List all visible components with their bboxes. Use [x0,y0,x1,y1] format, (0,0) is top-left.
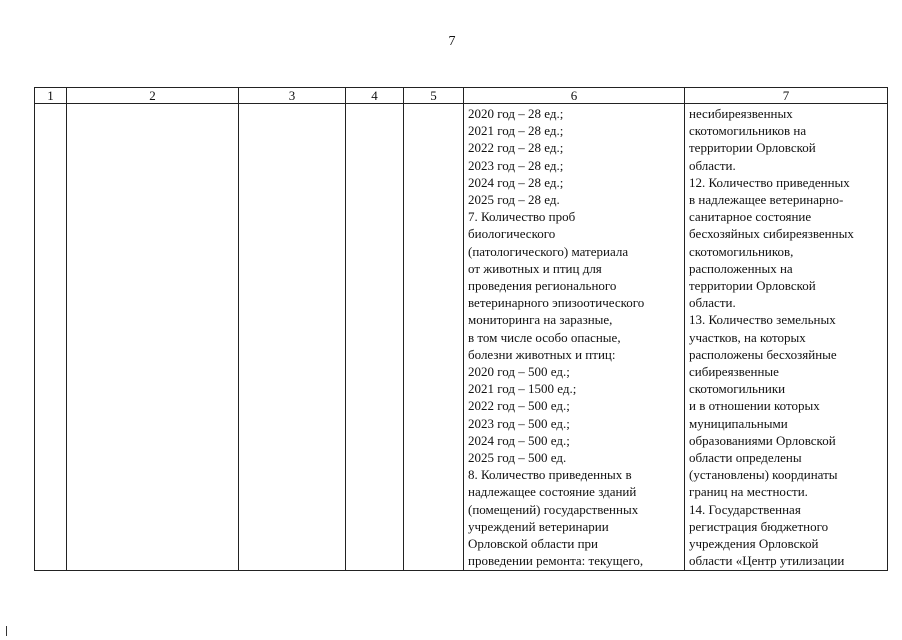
cell-col-6-indicators [464,104,685,571]
column-header-4: 4 [346,88,404,104]
cell-col-7-results [685,104,888,571]
cell-col-1 [35,104,67,571]
column-header-7: 7 [685,88,888,104]
column-header-6: 6 [464,88,685,104]
cell-col-3 [239,104,346,571]
scan-margin-mark [6,626,7,636]
column-header-1: 1 [35,88,67,104]
column-header-5: 5 [404,88,464,104]
table-header-row [35,88,888,104]
column-header-3: 3 [239,88,346,104]
indicators-text: 2020 год – 28 ед.; 2021 год – 28 ед.; 2022 год – 28 ед.; 2023 год – 28 ед.; 2024 год – 28 ед.; 2025 год – 28 ед. 7. Количество проб биологического (патологического) материала от животных и птиц для проведения регионального ветеринарного эпизоотического мониторинга на заразные, в том числе особо опасные, болезни животных и птиц: 2020 год – 500 ед.; 2021 год – 1500 ед.; 2022 год – 500 ед.; 2023 год – 500 ед.; 2024 год – 500 ед.; 2025 год – 500 ед. 8. Количество приведенных в надлежащее состояние зданий (помещений) государственных учреждений ветеринарии Орловской области при проведении ремонта: текущего, [468,106,645,569]
document-table [34,87,888,571]
page-number: 7 [448,34,456,49]
table-row [35,104,888,571]
cell-col-2 [67,104,239,571]
results-text: несибиреязвенных скотомогильников на территории Орловской области. 12. Количество приведенных в надлежащее ветеринарно- санитарное состояние бесхозяйных сибиреязвенных скотомогильников, расположенных на территории Орловской области. 13. Количество земельных участков, на которых расположены бесхозяйные сибиреязвенные скотомогильники и в отношении которых муниципальными образованиями Орловской области определены (установлены) координаты границ на местности. 14. Государственная регистрация бюджетного учреждения Орловской области «Центр утилизации [689,106,854,569]
column-header-2: 2 [67,88,239,104]
cell-col-5 [404,104,464,571]
cell-col-4 [346,104,404,571]
